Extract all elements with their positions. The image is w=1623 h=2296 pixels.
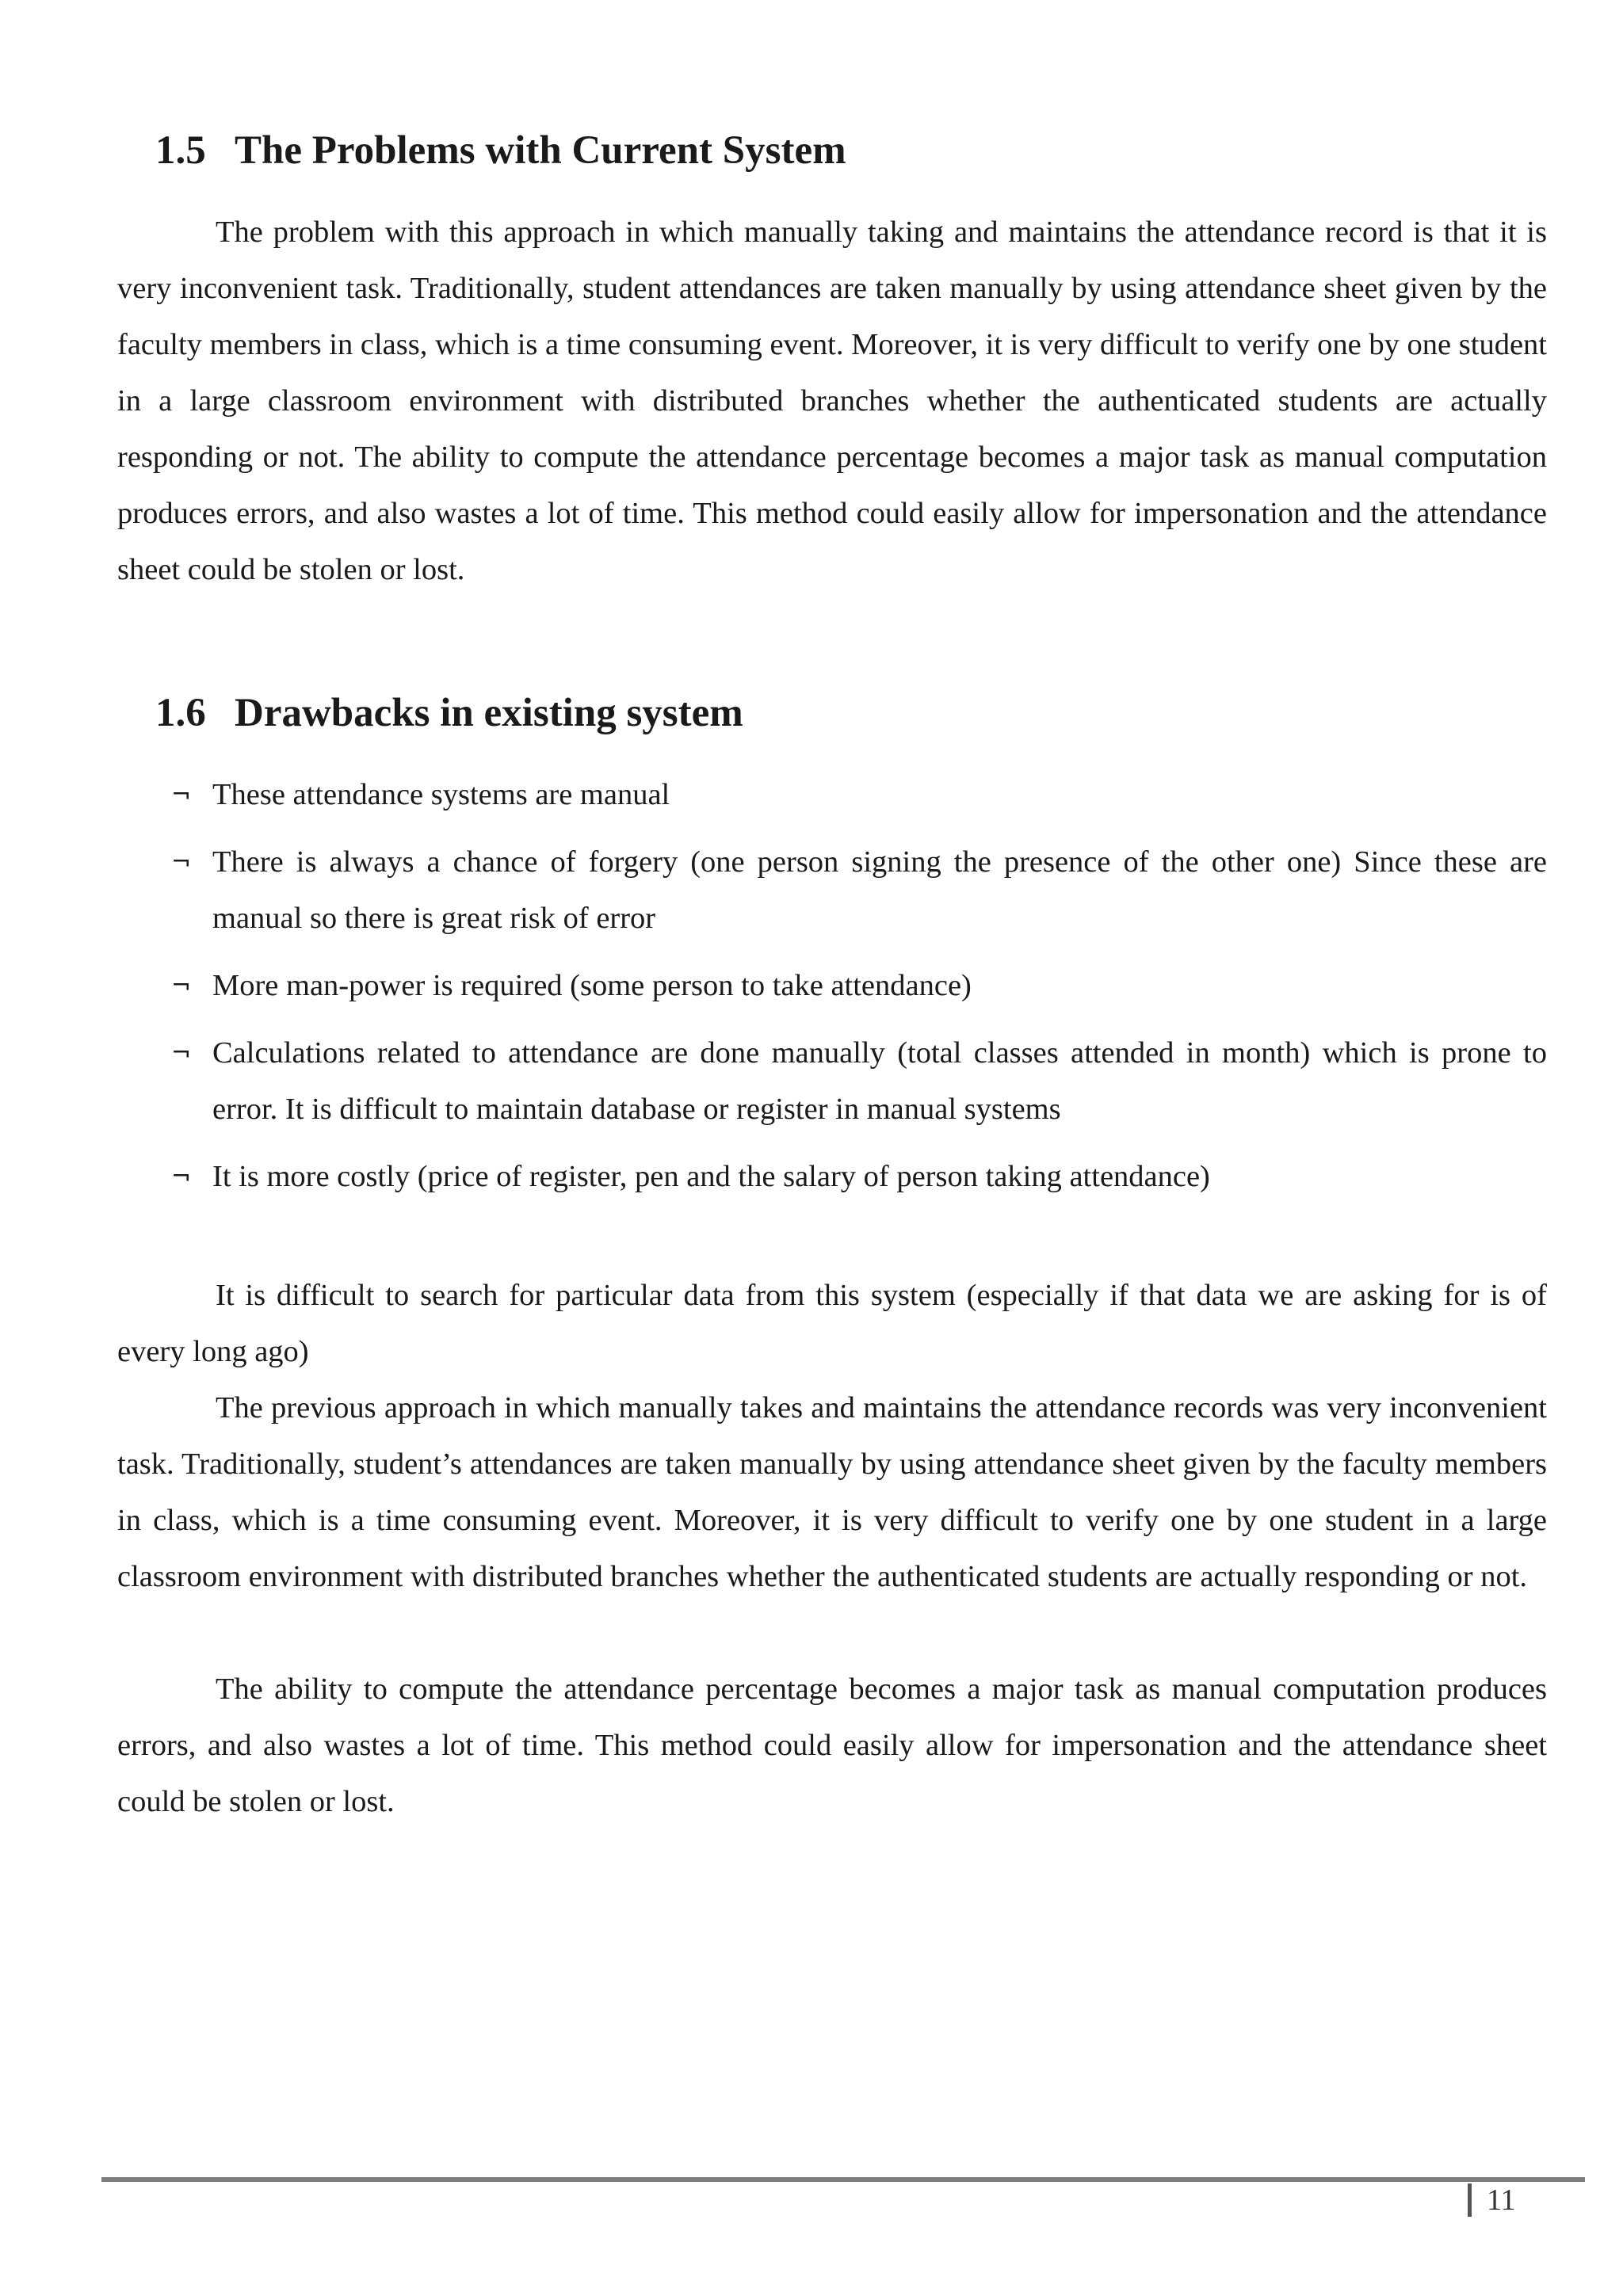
section-1-6-title: Drawbacks in existing system xyxy=(235,691,743,735)
list-item xyxy=(117,1149,1547,1205)
section-1-5-heading xyxy=(155,127,846,174)
list-item-text: It is more costly (price of register, pen and the salary of person taking attendance) xyxy=(212,1160,1210,1193)
section-1-6-number: 1.6 xyxy=(155,691,206,735)
list-item-text: These attendance systems are manual xyxy=(212,778,670,811)
not-sign-bullet-icon: ¬ xyxy=(171,1039,192,1067)
section-1-6-heading xyxy=(155,689,743,737)
section-1-5-title: The Problems with Current System xyxy=(235,128,846,173)
list-item xyxy=(117,1025,1547,1138)
not-sign-bullet-icon: ¬ xyxy=(171,972,192,1000)
list-item xyxy=(117,767,1547,823)
section-1-6-paragraph-3: The ability to compute the attendance percentage becomes a major task as manual computation produces errors, and also wastes a lot of time. This method could easily allow for impersonation and the attendance sheet could be stolen or lost. xyxy=(117,1672,1547,1818)
not-sign-bullet-icon: ¬ xyxy=(171,849,192,876)
page-number-divider xyxy=(1468,2183,1472,2217)
section-1-5-number: 1.5 xyxy=(155,128,206,173)
list-item-text: There is always a chance of forgery (one person signing the presence of the other one) Since these are manual so there is great risk of error xyxy=(212,845,1547,935)
section-1-5-paragraph: The problem with this approach in which manually taking and maintains the attendance record is that it is very inconvenient task. Traditionally, student attendances are taken manually by using attendance sheet given by the faculty members in class, which is a time consuming event. Moreover, it is very difficult to verify one by one student in a large classroom environment with distributed branches whether the authenticated students are actually responding or not. The ability to compute the attendance percentage becomes a major task as manual computation produces errors, and also wastes a lot of time. This method could easily allow for impersonation and the attendance sheet could be stolen or lost. xyxy=(117,215,1547,586)
list-item-text: Calculations related to attendance are done manually (total classes attended in month) which is prone to error. It is difficult to maintain database or register in manual systems xyxy=(212,1036,1547,1126)
footer-rule xyxy=(101,2177,1585,2182)
page-number: 11 xyxy=(1487,2183,1516,2217)
not-sign-bullet-icon: ¬ xyxy=(171,781,192,809)
list-item xyxy=(117,834,1547,947)
section-1-6-paragraph-1: It is difficult to search for particular data from this system (especially if that data we are asking for is of every long ago) xyxy=(117,1279,1547,1368)
section-1-6-paragraph-2: The previous approach in which manually takes and maintains the attendance records was very inconvenient task. Traditionally, student’s attendances are taken manually by using attendance sheet given by the faculty members in class, which is a time consuming event. Moreover, it is very difficult to verify one by one student in a large classroom environment with distributed branches whether the authenticated students are actually responding or not. xyxy=(117,1391,1547,1593)
drawbacks-list xyxy=(117,767,1547,1216)
list-item xyxy=(117,958,1547,1014)
list-item-text: More man-power is required (some person to take attendance) xyxy=(212,969,972,1002)
not-sign-bullet-icon: ¬ xyxy=(171,1163,192,1191)
